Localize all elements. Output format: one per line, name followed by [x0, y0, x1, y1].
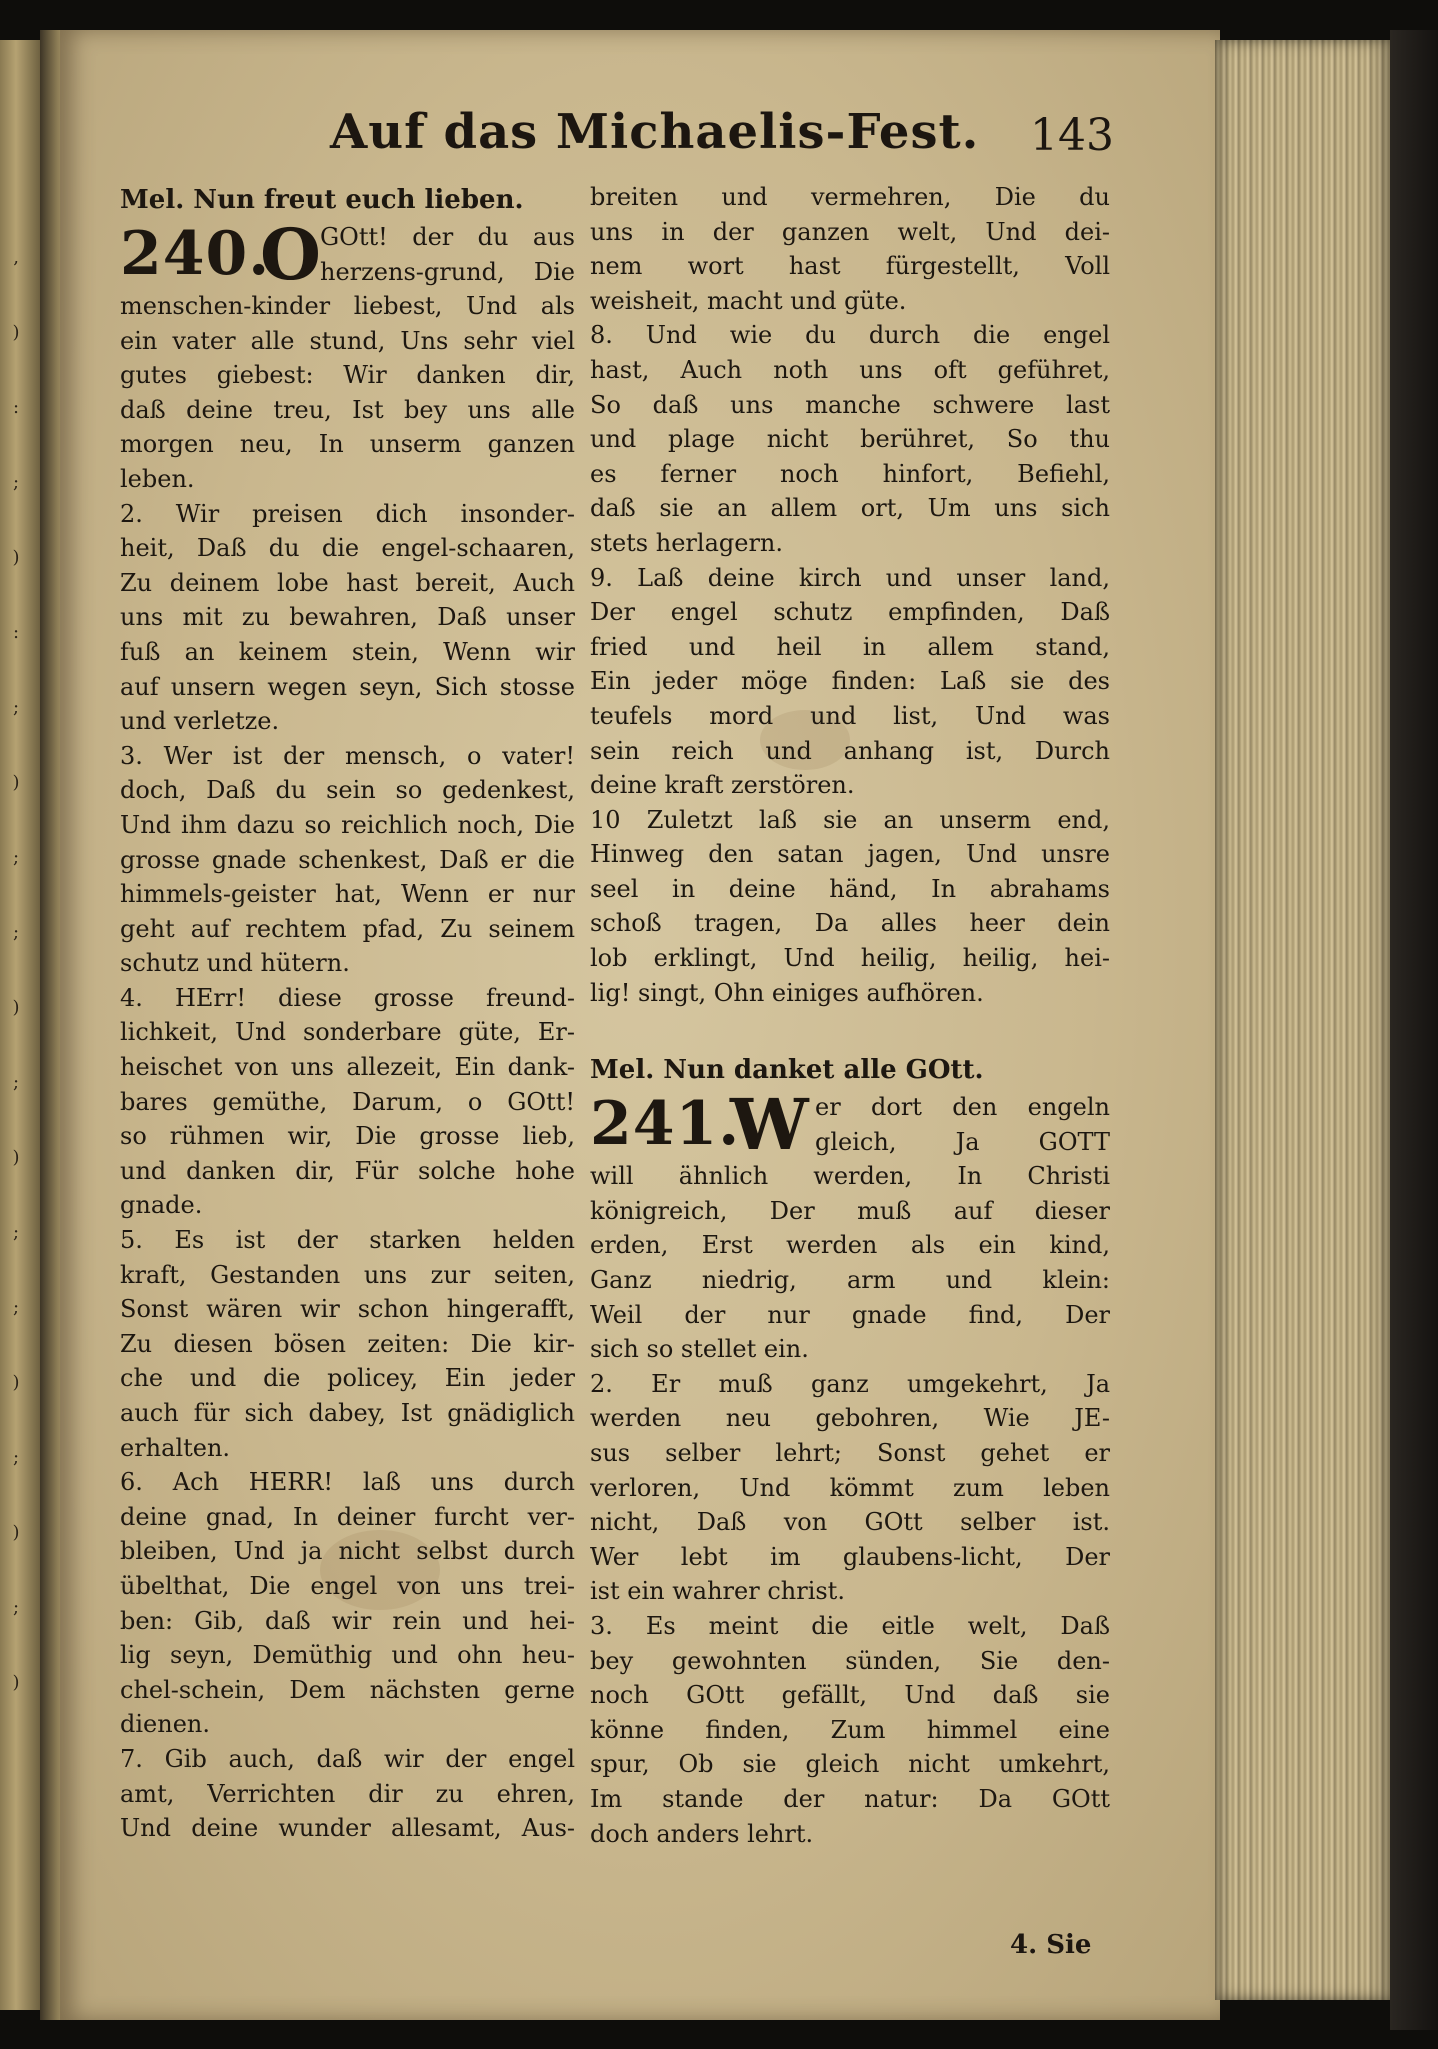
text-line: che und die policey, Ein jeder	[120, 1364, 575, 1393]
text-line: 3. Es meint die eitle welt, Daß	[590, 1611, 1110, 1640]
text-line: daß deine treu, Ist bey uns alle	[120, 395, 575, 424]
text-line: königreich, Der muß auf dieser	[590, 1196, 1110, 1225]
text-line: heischet von uns allezeit, Ein dank-	[120, 1053, 575, 1082]
text-line: hast, Auch noth uns oft geführet,	[590, 355, 1110, 384]
text-line: ein vater alle stund, Uns sehr viel	[120, 326, 575, 355]
page-header	[60, 100, 1220, 180]
melody-line: Mel. Nun freut euch lieben.	[120, 185, 524, 215]
text-line: herzens-grund, Die	[320, 257, 575, 286]
previous-page-edge	[0, 40, 40, 2010]
text-line: 9. Laß deine kirch und unser land,	[590, 563, 1110, 592]
hymn-240-head	[120, 213, 575, 296]
text-line: Ganz niedrig, arm und klein:	[590, 1266, 1110, 1295]
text-line: 8. Und wie du durch die engel	[590, 321, 1110, 350]
text-line: amt, Verrichten dir zu ehren,	[120, 1779, 575, 1808]
text-line: fried und heil in allem stand,	[590, 632, 1110, 661]
text-line: heit, Daß du die engel-schaaren,	[120, 534, 575, 563]
text-line: er dort den engeln	[815, 1093, 1110, 1122]
text-line: 2. Wir preisen dich insonder-	[120, 499, 575, 528]
text-line: nem wort hast fürgestellt, Voll	[590, 252, 1110, 281]
text-line: Zu deinem lobe hast bereit, Auch	[120, 568, 575, 597]
text-line: leben.	[120, 464, 195, 493]
text-line: uns mit zu bewahren, Daß unser	[120, 603, 575, 632]
drop-initial: O	[260, 213, 321, 296]
text-line: grosse gnade schenkest, Daß er die	[120, 845, 575, 874]
text-line: 6. Ach HERR! laß uns durch	[120, 1468, 575, 1497]
previous-page-marks: ‚ ) : ; ) : ; ) ; ; ) ; ) ; ; ) ; ) ; )	[12, 247, 20, 1693]
hymn-241-body	[590, 1159, 1110, 1851]
text-line: auch für sich dabey, Ist gnädiglich	[120, 1399, 575, 1427]
text-line: Der engel schutz empfinden, Daß	[590, 598, 1110, 627]
hymn-number: 240.	[120, 219, 271, 289]
text-line: So daß uns manche schwere last	[590, 390, 1110, 419]
text-line: fuß an keinem stein, Wenn wir	[120, 637, 575, 666]
text-line: stets herlagern.	[590, 528, 783, 557]
text-line: daß sie an allem ort, Um uns sich	[590, 494, 1110, 523]
text-line: und plage nicht berühret, So thu	[590, 425, 1110, 454]
right-column	[590, 180, 1110, 1851]
section-gap	[590, 1010, 1110, 1050]
text-line: sich so stellet ein.	[590, 1335, 809, 1364]
text-line: Ein jeder möge finden: Laß sie des	[590, 667, 1110, 696]
text-line: noch GOtt gefällt, Und daß sie	[590, 1681, 1110, 1710]
text-line: kraft, Gestanden uns zur seiten,	[120, 1260, 575, 1289]
text-line: doch, Daß du sein so gedenkest,	[120, 776, 575, 805]
hymn-number: 241.	[590, 1089, 741, 1160]
text-line: Und ihm dazu so reichlich noch, Die	[120, 810, 575, 839]
text-line: 5. Es ist der starken helden	[120, 1226, 575, 1255]
text-line: Hinweg den satan jagen, Und unsre	[590, 840, 1110, 869]
text-line: lig seyn, Demüthig und ohn heu-	[120, 1641, 575, 1670]
text-line: teufels mord und list, Und was	[590, 701, 1110, 730]
left-column	[120, 180, 575, 1846]
text-line: und danken dir, Für solche hohe	[120, 1156, 575, 1185]
text-line: übelthat, Die engel von uns trei-	[120, 1571, 575, 1600]
running-head: Auf das Michaelis-Fest.	[330, 104, 980, 160]
text-line: spur, Ob sie gleich nicht umkehrt,	[590, 1750, 1110, 1779]
text-line: schoß tragen, Da alles heer dein	[590, 909, 1110, 938]
text-line: menschen-kinder liebest, Und als	[120, 292, 575, 320]
text-line: bleiben, Und ja nicht selbst durch	[120, 1537, 575, 1566]
text-line: doch anders lehrt.	[590, 1819, 814, 1848]
text-line: lichkeit, Und sonderbare güte, Er-	[120, 1018, 575, 1047]
text-line: sus selber lehrt; Sonst gehet er	[590, 1439, 1110, 1467]
melody-line: Mel. Nun danket alle GOtt.	[590, 1055, 984, 1086]
text-line: morgen neu, In unserm ganzen	[120, 430, 575, 459]
text-line: bares gemüthe, Darum, o GOtt!	[120, 1087, 575, 1116]
text-line: auf unsern wegen seyn, Sich stosse	[120, 672, 575, 701]
text-line: könne finden, Zum himmel eine	[590, 1715, 1110, 1744]
text-line: sein reich und anhang ist, Durch	[590, 736, 1110, 765]
text-line: breiten und vermehren, Die du	[590, 183, 1110, 211]
text-line: GOtt! der du aus	[320, 223, 575, 251]
text-line: uns in der ganzen welt, Und dei-	[590, 217, 1110, 246]
text-line: ist ein wahrer christ.	[590, 1577, 845, 1606]
text-line: gutes giebest: Wir danken dir,	[120, 361, 575, 390]
text-line: Und deine wunder allesamt, Aus-	[120, 1814, 575, 1843]
text-line: seel in deine händ, In abrahams	[590, 874, 1110, 903]
hymn-240-continuation	[590, 180, 1110, 1010]
text-line: es ferner noch hinfort, Befiehl,	[590, 459, 1110, 488]
text-line: bey gewohnten sünden, Sie den-	[590, 1646, 1110, 1675]
text-line: ben: Gib, daß wir rein und hei-	[120, 1606, 575, 1635]
text-line: Sonst wären wir schon hingerafft,	[120, 1295, 575, 1324]
drop-initial: W	[730, 1083, 809, 1167]
text-line: geht auf rechtem pfad, Zu seinem	[120, 914, 575, 943]
text-line: Wer lebt im glaubens-licht, Der	[590, 1542, 1110, 1571]
text-line: Zu diesen bösen zeiten: Die kir-	[120, 1329, 575, 1358]
page-number: 143	[1030, 110, 1114, 161]
text-line: 7. Gib auch, daß wir der engel	[120, 1744, 575, 1773]
text-line: himmels-geister hat, Wenn er nur	[120, 880, 575, 909]
text-line: so rühmen wir, Die grosse lieb,	[120, 1122, 575, 1151]
text-line: weisheit, macht und güte.	[590, 286, 907, 315]
text-line: gleich, Ja GOTT	[815, 1127, 1110, 1156]
page-stack-edge	[1215, 40, 1393, 2000]
text-line: schutz und hütern.	[120, 949, 350, 978]
text-line: will ähnlich werden, In Christi	[590, 1162, 1110, 1191]
text-line: lob erklingt, Und heilig, heilig, hei-	[590, 944, 1110, 973]
text-line: lig! singt, Ohn einiges aufhören.	[590, 978, 984, 1007]
text-line: verloren, Und kömmt zum leben	[590, 1473, 1110, 1502]
text-line: 10 Zuletzt laß sie an unserm end,	[590, 805, 1110, 834]
text-line: deine gnad, In deiner furcht ver-	[120, 1502, 575, 1531]
text-line: 4. HErr! diese grosse freund-	[120, 983, 575, 1012]
text-line: chel-schein, Dem nächsten gerne	[120, 1675, 575, 1704]
text-line: Im stande der natur: Da GOtt	[590, 1784, 1110, 1813]
text-line: erden, Erst werden als ein kind,	[590, 1231, 1110, 1260]
text-line: und verletze.	[120, 707, 280, 736]
text-line: erhalten.	[120, 1433, 231, 1462]
text-line: 3. Wer ist der mensch, o vater!	[120, 741, 575, 770]
text-line: nicht, Daß von GOtt selber ist.	[590, 1508, 1110, 1537]
text-line: deine kraft zerstören.	[590, 771, 855, 800]
hymn-241-head	[590, 1083, 1110, 1167]
text-line: werden neu gebohren, Wie JE-	[590, 1404, 1110, 1433]
hymn-240-body	[120, 289, 575, 1846]
text-line: Weil der nur gnade find, Der	[590, 1300, 1110, 1329]
text-line: gnade.	[120, 1191, 203, 1220]
cover-edge	[1390, 30, 1438, 2030]
catchword: 4. Sie	[1010, 1930, 1092, 1960]
text-line: 2. Er muß ganz umgekehrt, Ja	[590, 1369, 1110, 1398]
text-line: dienen.	[120, 1710, 210, 1739]
